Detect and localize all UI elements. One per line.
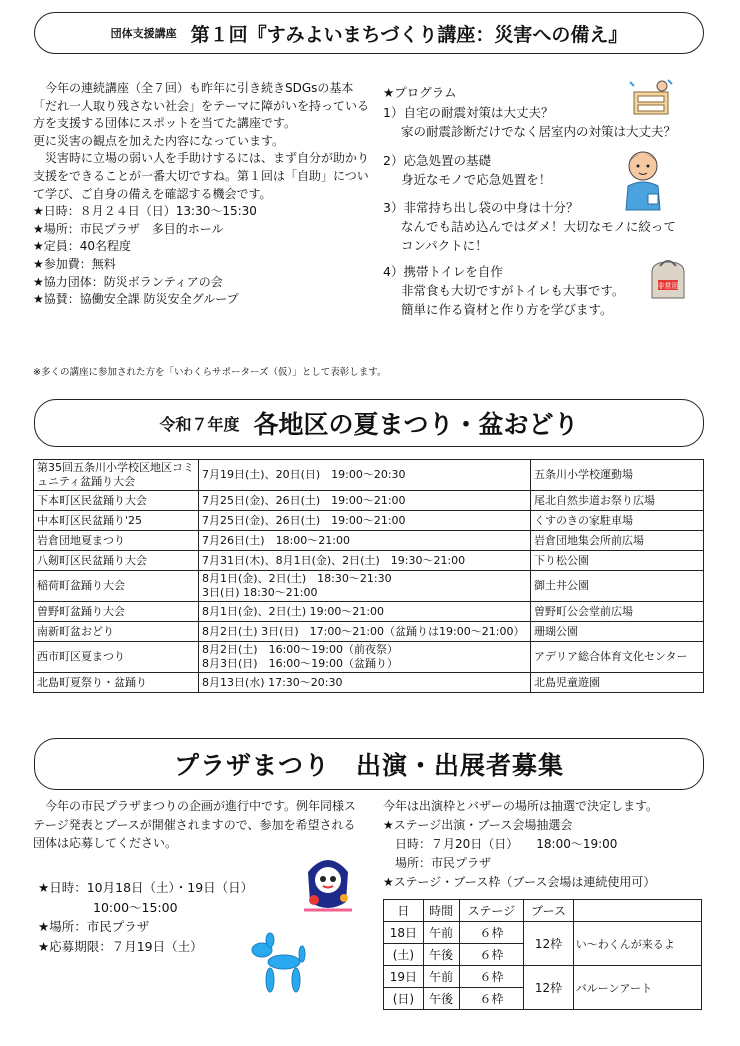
program-item-desc: 身近なモノで応急処置を！ xyxy=(401,172,552,187)
festival-date: 7月26日(土) 18:00～21:00 xyxy=(199,531,531,551)
festival-date: 8月2日(土) 3日(日) 17:00～21:00（盆踊りは19:00～21:00） xyxy=(199,622,531,642)
booth-header: 時間 xyxy=(423,900,459,922)
lottery-title: ★ステージ出演・ブース会場抽選会 xyxy=(383,818,573,832)
booth-time: 午後 xyxy=(423,944,459,966)
intro-paragraph: 更に災害の観点を加えた内容になっています。 xyxy=(33,133,285,148)
bag-label: 非常用 xyxy=(657,282,679,290)
plaza-deadline: ★応募期限：７月19日（土） xyxy=(38,938,203,954)
festival-name: 北島町夏祭り・盆踊り xyxy=(34,673,199,693)
festival-year: 令和７年度 xyxy=(159,414,240,434)
booth-time: 午前 xyxy=(423,966,459,988)
balloon-dog-icon xyxy=(248,932,314,998)
booth-table xyxy=(383,899,702,1010)
program-item-desc: 簡単に作る資材と作り方を学びます。 xyxy=(401,302,613,317)
program-item-desc: 非常食も大切ですがトイレも大事です。 xyxy=(401,283,625,298)
booth-event: バルーンアート xyxy=(573,966,701,1010)
festival-date: 7月25日(金)、26日(土) 19:00～21:00 xyxy=(199,491,531,511)
lottery-info xyxy=(383,797,713,892)
festival-row xyxy=(34,673,704,693)
lecture-sponsor: ★協賛：協働安全課 防災安全グループ xyxy=(33,292,239,307)
booth-header xyxy=(573,900,701,922)
festival-place: 下り松公園 xyxy=(531,551,704,571)
mascot-icon xyxy=(300,852,356,916)
festival-row xyxy=(34,531,704,551)
lecture-date: ★日時：８月２４日（日）13:30～15:30 xyxy=(33,204,257,219)
festival-row xyxy=(34,642,704,673)
booth-stage: ６枠 xyxy=(459,988,524,1010)
lecture-category-label: 団体支援講座 xyxy=(110,27,177,40)
lecture-capacity: ★定員：40名程度 xyxy=(33,239,132,254)
festival-name: 第35回五条川小学校区地区コミュニティ盆踊り大会 xyxy=(34,460,199,491)
booth-header: ステージ xyxy=(459,900,524,922)
program-item-desc: 家の耐震診断だけでなく居室内の対策は大丈夫？ xyxy=(401,124,677,139)
festival-row xyxy=(34,460,704,491)
festival-place: 尾北自然歩道お祭り広場 xyxy=(531,491,704,511)
emergency-bag-icon xyxy=(648,258,688,302)
booth-header-row xyxy=(384,900,702,922)
festival-row xyxy=(34,551,704,571)
booth-dow: (土) xyxy=(384,944,424,966)
booth-event: い～わくんが来るよ xyxy=(573,922,701,966)
festival-place: 五条川小学校運動場 xyxy=(531,460,704,491)
lottery-place: 場所：市民プラザ xyxy=(395,856,492,870)
festival-name: 中本町区民盆踊り'25 xyxy=(34,511,199,531)
program-item: 2）応急処置の基礎 身近なモノで応急処置を！ xyxy=(383,151,643,189)
booth-day: 18日 xyxy=(384,922,424,944)
intro-paragraph: 今年の連続講座（全７回）も昨年に引き続きSDGsの基本「だれ一人取り残さない社会」をテーマに障がいを持っている方を支援する団体にスポットを当てた講座です。 xyxy=(33,81,370,131)
festival-table xyxy=(33,459,704,693)
festival-name: 稲荷町盆踊り大会 xyxy=(34,571,199,602)
festival-place: アデリア総合体育文化センター xyxy=(531,642,704,673)
festival-name: 南新町盆おどり xyxy=(34,622,199,642)
festival-date: 8月13日(水) 17:30～20:30 xyxy=(199,673,531,693)
booth-stage: ６枠 xyxy=(459,944,524,966)
booth-dow: (日) xyxy=(384,988,424,1010)
festival-row xyxy=(34,602,704,622)
booth-row xyxy=(384,922,702,944)
festival-name: 曽野町盆踊り大会 xyxy=(34,602,199,622)
plaza-place: ★場所：市民プラザ xyxy=(38,919,150,934)
booth-count: 12枠 xyxy=(524,922,573,966)
booth-title: ★ステージ・ブース枠（ブース会場は連続使用可） xyxy=(383,875,656,889)
plaza-festival-title: プラザまつり 出演・出展者募集 xyxy=(173,751,564,780)
program-item-title: 携帯トイレを自作 xyxy=(403,264,503,279)
lecture-fee: ★参加費：無料 xyxy=(33,256,116,271)
lottery-note: 今年は出演枠とバザーの場所は抽選で決定します。 xyxy=(383,799,659,813)
program-item-title: 自宅の耐震対策は大丈夫？ xyxy=(403,105,554,120)
festival-place: 曽野町公会堂前広場 xyxy=(531,602,704,622)
booth-row xyxy=(384,966,702,988)
program-item-desc: なんでも詰め込んではダメ！大切なモノに絞って xyxy=(401,219,676,234)
program-item-title: 非常持ち出し袋の中身は十分？ xyxy=(403,200,579,215)
lecture-note: ※多くの講座に参加された方を「いわくらサポーターズ（仮）」として表彰します。 xyxy=(33,367,387,378)
festival-name: 西市町区夏まつり xyxy=(34,642,199,673)
plaza-details xyxy=(38,878,253,956)
festival-date: 8月1日(金)、2日(土) 18:30～21:30 3日(日) 18:30～21:00 xyxy=(199,571,531,602)
booth-header: 日 xyxy=(384,900,424,922)
festival-title: 各地区の夏まつり・盆おどり xyxy=(253,410,579,439)
lecture-place: ★場所：市民プラザ 多目的ホール xyxy=(33,221,224,236)
festival-date: 7月25日(金)、26日(土) 19:00～21:00 xyxy=(199,511,531,531)
festival-name: 八剱町区民盆踊り大会 xyxy=(34,551,199,571)
booth-day: 19日 xyxy=(384,966,424,988)
festival-place: 北島児童遊園 xyxy=(531,673,704,693)
festival-name: 下本町区民盆踊り大会 xyxy=(34,491,199,511)
program-item: 1）自宅の耐震対策は大丈夫？ 家の耐震診断だけでなく居室内の対策は大丈夫？ xyxy=(383,103,703,141)
lecture-title: 第１回『すみよいまちづくり講座：災害への備え』 xyxy=(190,23,628,46)
plaza-time: 10:00～15:00 xyxy=(93,899,178,915)
booth-time: 午後 xyxy=(423,988,459,1010)
booth-stage: ６枠 xyxy=(459,966,524,988)
intro-paragraph: 災害時に立場の弱い人を手助けするには、まず自分が助かり支援をできることが一番大切ですね。第１回は「自助」について学び、ご自身の備えを確認する機会です。 xyxy=(33,151,370,201)
festival-name: 岩倉団地夏まつり xyxy=(34,531,199,551)
lottery-date: 日時：７月20日（日） 18:00～19:00 xyxy=(395,837,618,851)
festival-date: 7月31日(木)、8月1日(金)、2日(土) 19:30～21:00 xyxy=(199,551,531,571)
program-item-desc: コンパクトに！ xyxy=(401,238,488,253)
plaza-date: ★日時：10月18日（土）・19日（日） xyxy=(38,880,254,895)
festival-place: 岩倉団地集会所前広場 xyxy=(531,531,704,551)
earthquake-furniture-icon xyxy=(628,78,674,118)
festival-row xyxy=(34,491,704,511)
lecture-banner xyxy=(34,12,704,54)
festival-date: 8月2日(土) 16:00～19:00（前夜祭） 8月3日(日) 16:00～19:00（盆踊り） xyxy=(199,642,531,673)
program-item: 3）非常持ち出し袋の中身は十分？ なんでも詰め込んではダメ！大切なモノに絞って コンパクトに！ xyxy=(383,198,713,255)
booth-stage: ６枠 xyxy=(459,922,524,944)
booth-time: 午前 xyxy=(423,922,459,944)
program-title: ★プログラム xyxy=(383,85,457,100)
lecture-cooperation: ★協力団体：防災ボランティアの会 xyxy=(33,274,223,289)
program-item-title: 応急処置の基礎 xyxy=(403,153,491,168)
festival-place: くすのきの家駐車場 xyxy=(531,511,704,531)
festival-row xyxy=(34,511,704,531)
lecture-intro xyxy=(33,80,373,309)
plaza-festival-banner xyxy=(34,738,704,790)
booth-count: 12枠 xyxy=(524,966,573,1010)
festival-row xyxy=(34,571,704,602)
festival-date: 7月19日(土)、20日(日) 19:00～20:30 xyxy=(199,460,531,491)
program-item: 4）携帯トイレを自作 非常食も大切ですがトイレも大事です。 簡単に作る資材と作り方を学びます。 xyxy=(383,262,663,319)
festival-place: 御土井公園 xyxy=(531,571,704,602)
first-aid-person-icon xyxy=(618,148,668,212)
festival-banner xyxy=(34,399,704,447)
festival-date: 8月1日(金)、2日(土) 19:00～21:00 xyxy=(199,602,531,622)
festival-place: 珊瑚公園 xyxy=(531,622,704,642)
plaza-intro: 今年の市民プラザまつりの企画が進行中です。例年同様ステージ発表とブースが開催されますので、参加を希望される団体は応募してください。 xyxy=(33,799,357,850)
booth-header: ブース xyxy=(524,900,573,922)
festival-row xyxy=(34,622,704,642)
